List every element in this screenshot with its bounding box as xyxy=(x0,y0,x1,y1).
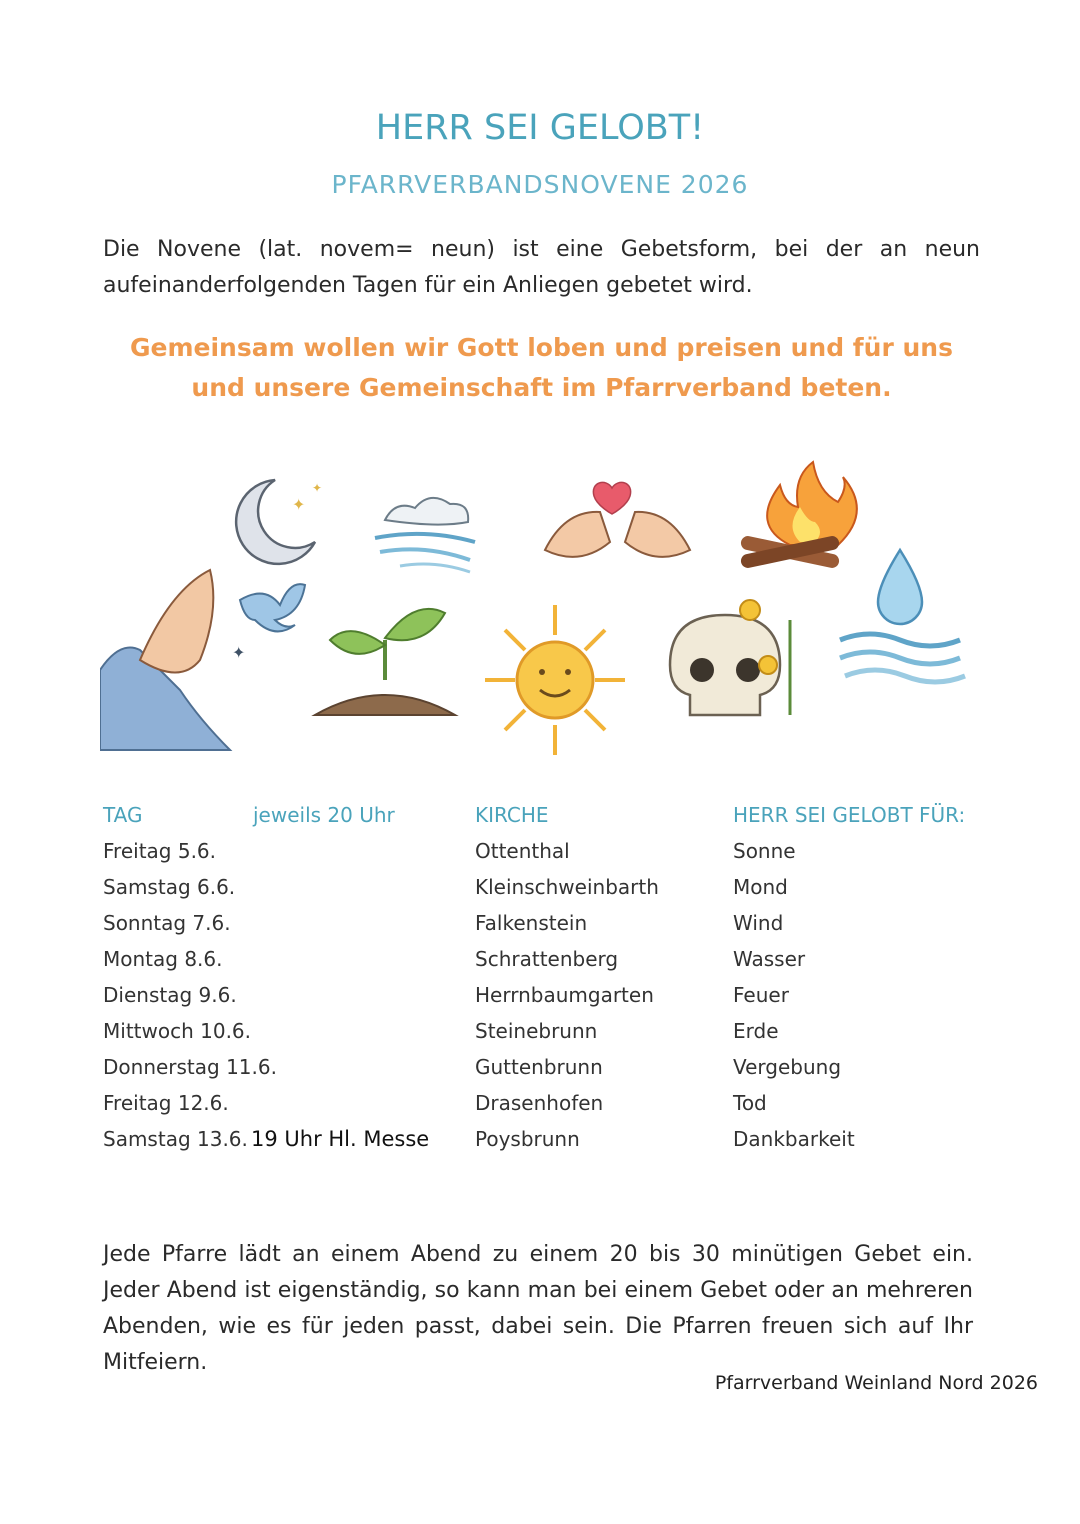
table-row xyxy=(103,1055,983,1091)
fire-icon xyxy=(740,462,857,569)
row-day: Dienstag 9.6. xyxy=(103,983,237,1007)
heart-hands-icon xyxy=(545,482,690,556)
praying-hands-icon xyxy=(100,570,230,750)
row-day: Freitag 5.6. xyxy=(103,839,217,863)
svg-text:✦: ✦ xyxy=(232,643,246,662)
row-extra: 19 Uhr Hl. Messe xyxy=(251,1127,430,1151)
table-row xyxy=(103,911,983,947)
closing-paragraph: Jede Pfarre lädt an einem Abend zu einem 20 bis 30 minütigen Gebet ein. Jeder Abend ist eigenständig, so kann man bei einem Gebet oder an mehreren Abenden, wie es für jeden passt, dabei sein. Die Pfarren freuen sich auf Ihr Mitfeiern. xyxy=(103,1242,973,1375)
table-row xyxy=(103,947,983,983)
row-praise: Wasser xyxy=(733,947,806,971)
row-church: Drasenhofen xyxy=(475,1091,604,1115)
sun-icon xyxy=(485,605,625,755)
row-praise: Feuer xyxy=(733,983,789,1007)
header-praise: HERR SEI GELOBT FÜR: xyxy=(733,803,966,827)
row-day: Samstag 6.6. xyxy=(103,875,236,899)
header-church: KIRCHE xyxy=(475,803,549,827)
row-praise: Mond xyxy=(733,875,788,899)
table-row xyxy=(103,1127,983,1163)
row-praise: Sonne xyxy=(733,839,796,863)
row-church: Kleinschweinbarth xyxy=(475,875,659,899)
page-title: HERR SEI GELOBT! xyxy=(375,108,705,148)
row-day: Sonntag 7.6. xyxy=(103,911,231,935)
row-church: Steinebrunn xyxy=(475,1019,598,1043)
highlight-paragraph: Gemeinsam wollen wir Gott loben und preisen und für uns und unsere Gemeinschaft im Pfarrverband beten. xyxy=(130,333,953,402)
row-day: Donnerstag 11.6. xyxy=(103,1055,277,1079)
footer-text: Pfarrverband Weinland Nord 2026 xyxy=(714,1372,1038,1394)
row-church: Schrattenberg xyxy=(475,947,619,971)
row-church: Guttenbrunn xyxy=(475,1055,603,1079)
page-subtitle: PFARRVERBANDSNOVENE 2026 xyxy=(331,170,749,199)
wind-icon xyxy=(375,498,475,572)
row-church: Herrnbaumgarten xyxy=(475,983,654,1007)
row-church: Falkenstein xyxy=(475,911,588,935)
schedule-header-row xyxy=(103,803,983,833)
intro-paragraph: Die Novene (lat. novem= neun) ist eine Gebetsform, bei der an neun aufeinanderfolgenden Tagen für ein Anliegen gebetet wird. xyxy=(103,237,980,298)
row-praise: Dankbarkeit xyxy=(733,1127,855,1151)
table-row xyxy=(103,983,983,1019)
row-day: Samstag 13.6. xyxy=(103,1127,248,1151)
header-day: TAG xyxy=(103,803,143,827)
svg-text:✦: ✦ xyxy=(312,481,323,495)
row-church: Poysbrunn xyxy=(475,1127,580,1151)
row-day: Mittwoch 10.6. xyxy=(103,1019,252,1043)
illustration-row xyxy=(100,460,980,760)
row-praise: Wind xyxy=(733,911,784,935)
svg-text:✦: ✦ xyxy=(292,495,306,514)
row-praise: Erde xyxy=(733,1019,779,1043)
table-row xyxy=(103,1091,983,1127)
water-drop-icon xyxy=(840,550,965,682)
moon-icon xyxy=(236,480,322,564)
row-praise: Tod xyxy=(733,1091,767,1115)
table-row xyxy=(103,1019,983,1055)
table-row xyxy=(103,839,983,875)
row-praise: Vergebung xyxy=(733,1055,842,1079)
skull-flower-icon xyxy=(670,600,790,715)
header-time: jeweils 20 Uhr xyxy=(253,803,395,827)
row-day: Montag 8.6. xyxy=(103,947,223,971)
dove-icon xyxy=(232,584,305,662)
row-day: Freitag 12.6. xyxy=(103,1091,229,1115)
sprout-icon xyxy=(315,609,455,715)
table-row xyxy=(103,875,983,911)
row-church: Ottenthal xyxy=(475,839,570,863)
